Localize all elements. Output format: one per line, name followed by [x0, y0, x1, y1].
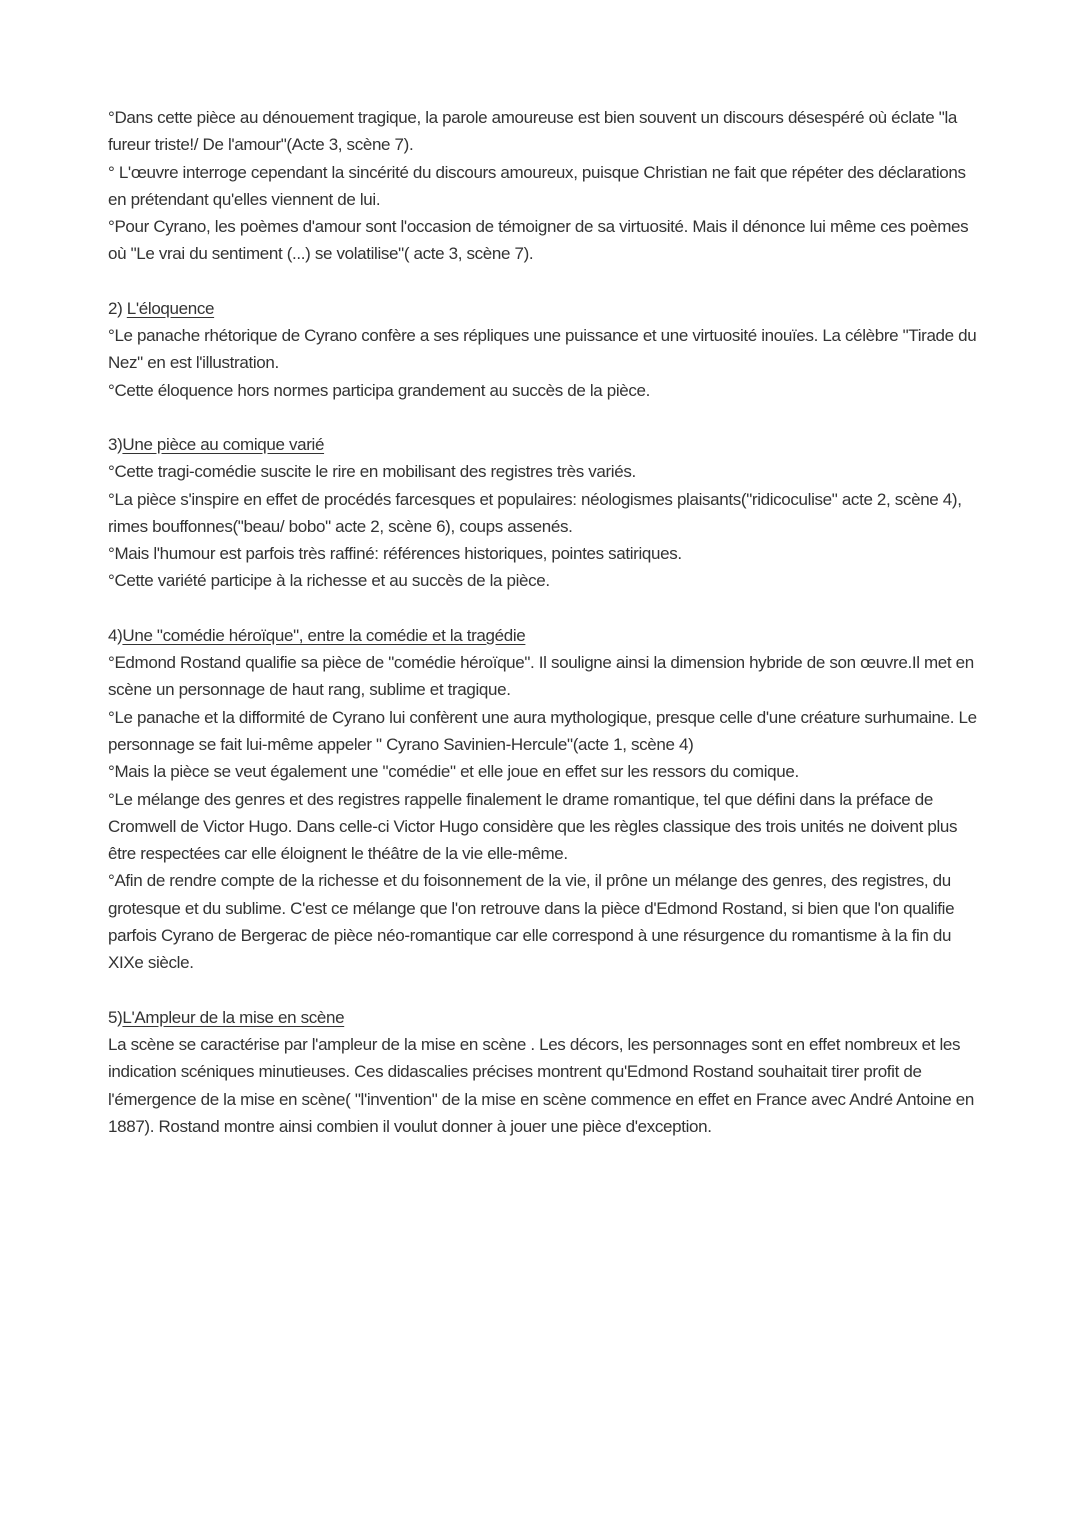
- section-number: 4): [108, 625, 123, 645]
- section-heading: [108, 431, 988, 458]
- document-page: [108, 104, 988, 1140]
- section-title: L'éloquence: [126, 298, 215, 318]
- section-paragraph: °Cette tragi-comédie suscite le rire en mobilisant des registres très variés.: [108, 462, 636, 482]
- section-heading: [108, 295, 988, 322]
- section-heading: [108, 1004, 988, 1031]
- section-paragraph: °Le panache et la difformité de Cyrano lui confèrent une aura mythologique, presque celle d'une créature surhumaine. Le personnage se fait lui-même appeler " Cyrano Savinien-Hercule"(acte 1, scène 4): [108, 707, 977, 754]
- section-paragraph: °Mais l'humour est parfois très raffiné: références historiques, pointes satiriques.: [108, 544, 682, 564]
- section-paragraph: La scène se caractérise par l'ampleur de la mise en scène . Les décors, les personnages sont en effet nombreux et les indication scéniques minutieuses. Ces didascalies précises montrent qu'Edmond Rostand souhaitait tirer profit de l'émergence de la mise en scène( "l'invention" de la mise en scène commence en effet en France avec André Antoine en 1887). Rostand montre ainsi combien il voulut donner à jouer une pièce d'exception.: [108, 1034, 974, 1136]
- section-paragraph: °Mais la pièce se veut également une "comédie" et elle joue en effet sur les ressors du comique.: [108, 762, 799, 782]
- intro-paragraph: °Pour Cyrano, les poèmes d'amour sont l'occasion de témoigner de sa virtuosité. Mais il dénonce lui même ces poèmes où "Le vrai du sentiment (...) se volatilise"( acte 3, scène 7).: [108, 217, 969, 264]
- section-number: 3): [108, 434, 123, 454]
- section-heading: [108, 622, 988, 649]
- section-paragraph: °La pièce s'inspire en effet de procédés farcesques et populaires: néologismes plaisants("ridicoculise" acte 2, scène 4), rimes bouffonnes("beau/ bobo" acte 2, scène 6), coups assenés.: [108, 489, 962, 536]
- section-title: Une "comédie héroïque", entre la comédie et la tragédie: [122, 625, 526, 645]
- intro-paragraph: ° L'œuvre interroge cependant la sincérité du discours amoureux, puisque Christian ne fait que répéter des déclarations en prétendant qu'elles viennent de lui.: [108, 162, 966, 209]
- section-paragraph: °Cette éloquence hors normes participa grandement au succès de la pièce.: [108, 380, 650, 400]
- section-comique: [108, 431, 988, 595]
- section-eloquence: [108, 295, 988, 404]
- section-comedie-heroique: [108, 622, 988, 977]
- section-paragraph: °Le mélange des genres et des registres rappelle finalement le drame romantique, tel que défini dans la préface de Cromwell de Victor Hugo. Dans celle-ci Victor Hugo considère que les règles classique des trois unités ne doivent plus être respectées car elle éloignent le théâtre de la vie elle-même.: [108, 789, 958, 864]
- intro-paragraph: °Dans cette pièce au dénouement tragique, la parole amoureuse est bien souvent un discours désespéré où éclate "la fureur triste!/ De l'amour"(Acte 3, scène 7).: [108, 108, 957, 155]
- section-number: 2): [108, 298, 127, 318]
- section-mise-en-scene: [108, 1004, 988, 1140]
- section-paragraph: °Afin de rendre compte de la richesse et du foisonnement de la vie, il prône un mélange des genres, des registres, du grotesque et du sublime. C'est ce mélange que l'on retrouve dans la pièce d'Edmond Rostand, si bien que l'on qualifie parfois Cyrano de Bergerac de pièce néo-romantique car elle correspond à une résurgence du romantisme à la fin du XIXe siècle.: [108, 871, 955, 973]
- section-paragraph: °Cette variété participe à la richesse et au succès de la pièce.: [108, 571, 550, 591]
- intro-block: [108, 104, 988, 268]
- section-number: 5): [108, 1007, 123, 1027]
- section-title: Une pièce au comique varié: [122, 434, 325, 454]
- section-paragraph: °Edmond Rostand qualifie sa pièce de "comédie héroïque". Il souligne ainsi la dimension hybride de son œuvre.Il met en scène un personnage de haut rang, sublime et tragique.: [108, 653, 974, 700]
- section-title: L'Ampleur de la mise en scène: [122, 1007, 345, 1027]
- section-paragraph: °Le panache rhétorique de Cyrano confère a ses répliques une puissance et une virtuosité inouïes. La célèbre "Tirade du Nez" en est l'illustration.: [108, 326, 977, 373]
